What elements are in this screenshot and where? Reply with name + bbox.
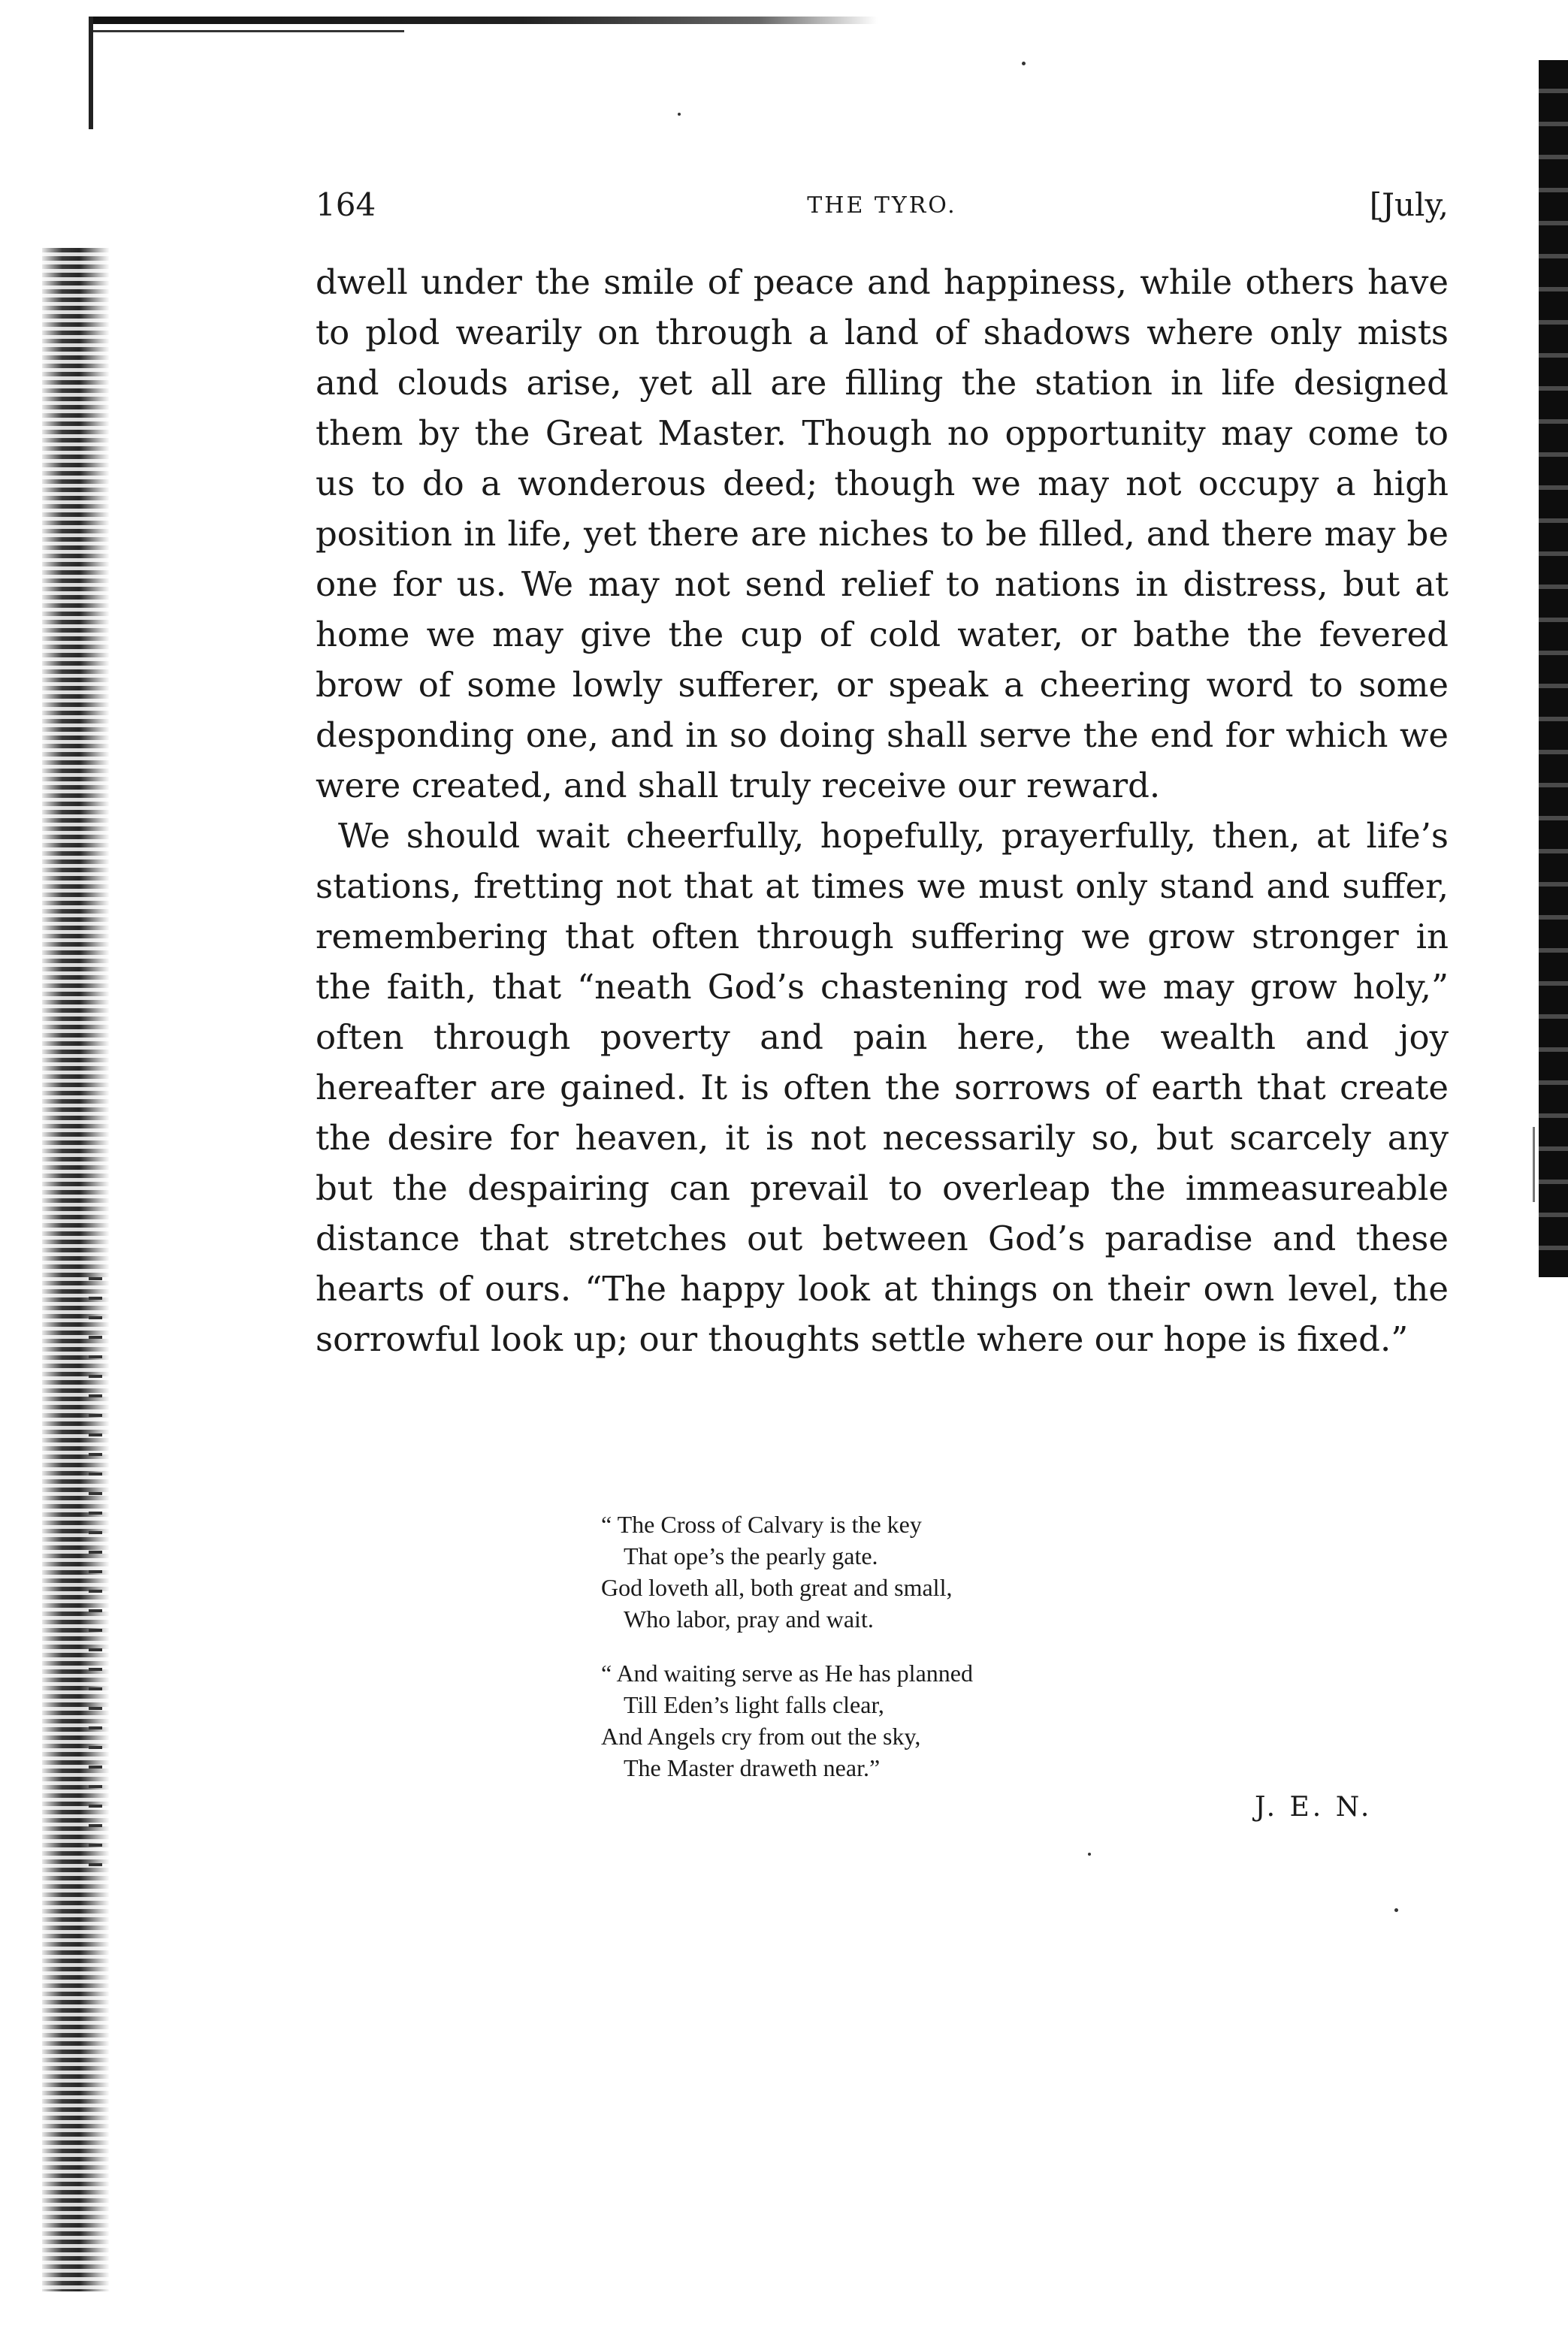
running-title: THE TYRO.: [807, 192, 957, 219]
scan-binding-dots: [89, 1277, 102, 1878]
scan-top-edge: [89, 17, 878, 24]
poem-line: The Master draweth near.”: [624, 1754, 881, 1781]
poem-line: That ope’s the pearly gate.: [624, 1542, 878, 1569]
poem-line: “ And waiting serve as He has planned: [601, 1660, 973, 1687]
poem-line: “ The Cross of Calvary is the key: [601, 1511, 922, 1538]
scan-top-edge-line: [89, 30, 404, 32]
author-signature: J. E. N.: [1255, 1792, 1373, 1823]
poem-stanza: [601, 1509, 1172, 1635]
article-body: [316, 257, 1449, 1364]
scan-speck: [678, 113, 681, 116]
paragraph: We should wait cheerfully, hopefully, prayerfully, then, at life’s stations, fretting not that at times we must only stand and suffer, remembering that often through suffering we grow stronger in the faith, that “neath God’s chastening rod we may grow holy,” often through poverty and pain here, the wealth and joy hereafter are gained. It is often the sorrows of earth that create the desire for heaven, it is not necessarily so, but scarcely any but the despairing can prevail to overleap the immeasureable distance that stretches out between God’s paradise and these hearts of ours. “The happy look at things on their own level, the sorrowful look up; our thoughts settle where our hope is fixed.”: [316, 816, 1449, 1359]
scan-speck: [1088, 1853, 1091, 1856]
poem-stanza: [601, 1657, 1172, 1784]
scan-corner-mark: [89, 17, 93, 129]
scan-right-line: [1533, 1127, 1535, 1202]
issue-month: [July,: [1369, 186, 1449, 223]
poem-line: God loveth all, both great and small,: [601, 1574, 953, 1601]
poem: [601, 1509, 1172, 1806]
scan-speck: [1394, 1908, 1398, 1912]
poem-line: Till Eden’s light falls clear,: [624, 1691, 884, 1718]
page-number: 164: [316, 186, 376, 223]
poem-line: And Angels cry from out the sky,: [601, 1723, 921, 1750]
scan-right-edge: [1539, 60, 1568, 1277]
scan-binding-shadow: [42, 248, 110, 2291]
paragraph: dwell under the smile of peace and happiness, while others have to plod wearily on through a land of shadows where only mists and clouds arise, yet all are filling the station in life designed them by the Great Master. Though no opportunity may come to us to do a wonderous deed; though we may not occupy a high position in life, yet there are niches to be filled, and there may be one for us. We may not send relief to nations in distress, but at home we may give the cup of cold water, or bathe the fevered brow of some lowly sufferer, or speak a cheering word to some desponding one, and in so doing shall serve the end for which we were created, and shall truly receive our reward.: [316, 262, 1449, 805]
poem-line: Who labor, pray and wait.: [624, 1606, 874, 1633]
running-header: [316, 186, 1449, 231]
scan-speck: [1022, 62, 1026, 65]
